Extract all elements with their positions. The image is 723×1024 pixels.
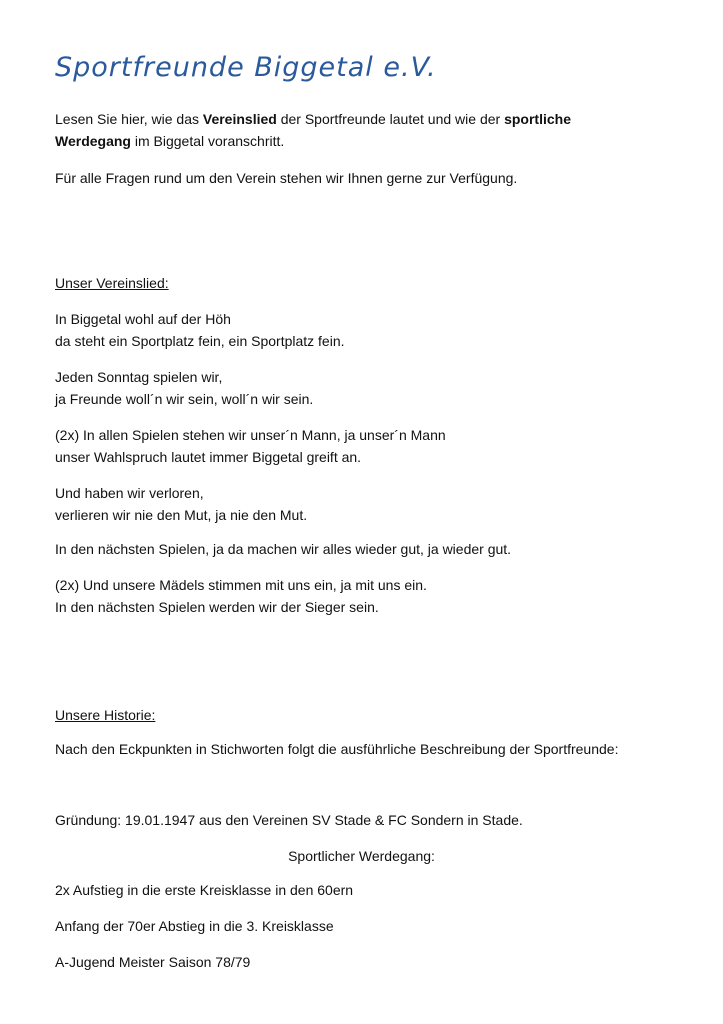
history-item: Anfang der 70er Abstieg in die 3. Kreisklasse <box>55 918 334 934</box>
song-line: (2x) Und unsere Mädels stimmen mit uns ein, ja mit uns ein. <box>55 577 427 593</box>
song-line: In Biggetal wohl auf der Höh <box>55 311 231 327</box>
song-line: da steht ein Sportplatz fein, ein Sportplatz fein. <box>55 333 345 349</box>
song-line: Und haben wir verloren, <box>55 485 204 501</box>
song-line: verlieren wir nie den Mut, ja nie den Mut. <box>55 507 308 523</box>
intro-text: Lesen Sie hier, wie das <box>55 111 203 127</box>
intro-paragraph-line-2 <box>55 130 284 152</box>
history-subheading: Sportlicher Werdegang: <box>288 848 435 864</box>
intro-contact-paragraph: Für alle Fragen rund um den Verein stehen wir Ihnen gerne zur Verfügung. <box>55 170 518 186</box>
intro-text: der Sportfreunde lautet und wie der <box>276 111 505 127</box>
song-heading: Unser Vereinslied: <box>55 275 169 291</box>
song-line: unser Wahlspruch lautet immer Biggetal greift an. <box>55 449 362 465</box>
intro-paragraph-line-1 <box>55 108 571 130</box>
song-line: (2x) In allen Spielen stehen wir unser´n Mann, ja unser´n Mann <box>55 427 446 443</box>
song-line: ja Freunde woll´n wir sein, woll´n wir sein. <box>55 391 314 407</box>
intro-text: im Biggetal voranschritt. <box>130 133 285 149</box>
page-title: Sportfreunde Biggetal e.V. <box>55 52 437 83</box>
intro-bold-werdegang: Werdegang <box>55 133 131 149</box>
song-line: In den nächsten Spielen, ja da machen wir alles wieder gut, ja wieder gut. <box>55 541 512 557</box>
history-item: A-Jugend Meister Saison 78/79 <box>55 954 251 970</box>
history-intro: Nach den Eckpunkten in Stichworten folgt die ausführliche Beschreibung der Sportfreunde: <box>55 741 619 757</box>
history-founding: Gründung: 19.01.1947 aus den Vereinen SV Stade & FC Sondern in Stade. <box>55 812 523 828</box>
song-line: In den nächsten Spielen werden wir der Sieger sein. <box>55 599 379 615</box>
intro-bold-sportliche: sportliche <box>504 111 571 127</box>
intro-bold-vereinslied: Vereinslied <box>202 111 277 127</box>
history-item: 2x Aufstieg in die erste Kreisklasse in den 60ern <box>55 882 354 898</box>
song-line: Jeden Sonntag spielen wir, <box>55 369 223 385</box>
history-heading: Unsere Historie: <box>55 707 156 723</box>
